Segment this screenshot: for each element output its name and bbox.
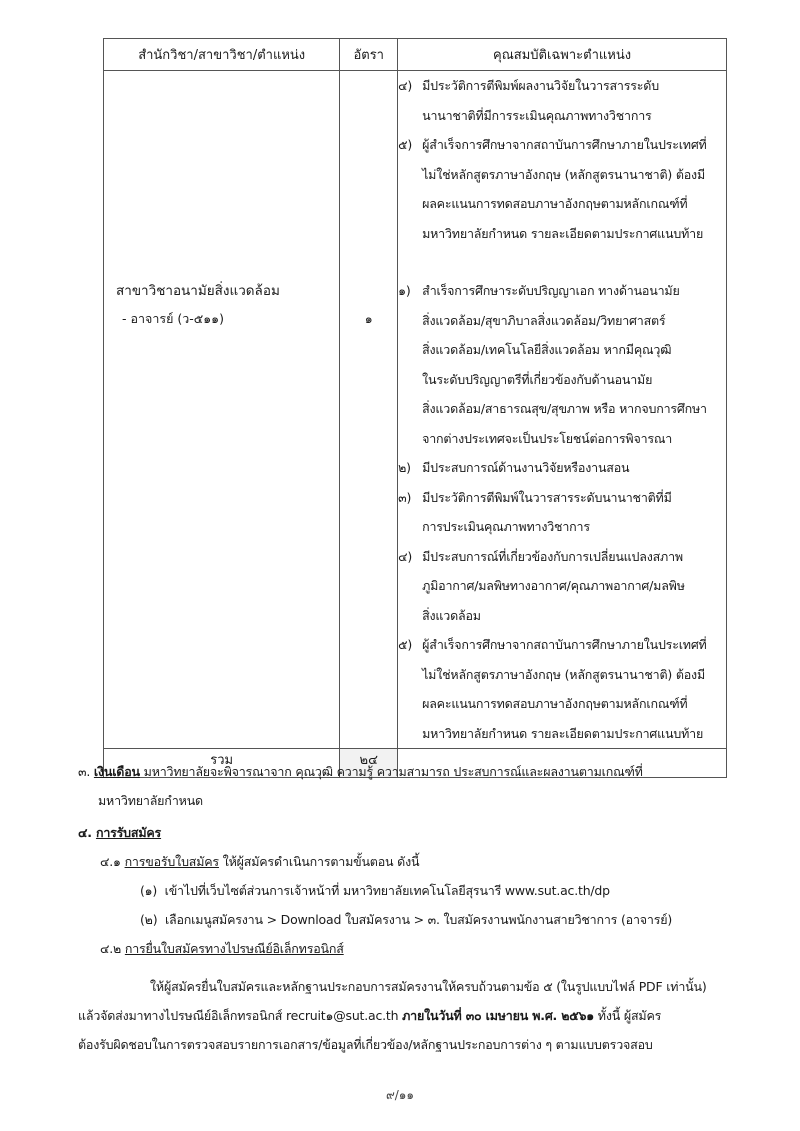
step-item: (๑) เข้าไปที่เว็บไซต์ส่วนการเจ้าหน้าที่ มหาวิทยาลัยเทคโนโลยีสุรนารี www.sut.ac.th/dp [140, 883, 610, 898]
page-number: ๙/๑๑ [385, 1088, 415, 1102]
submission-paragraph: ให้ผู้สมัครยื่นใบสมัครและหลักฐานประกอบการสมัครงานให้ครบถ้วนตามข้อ ๕ (ในรูปแบบไฟล์ PDF เท่านั้น) แล้วจัดส่งมาทางไปรษณีย์อิเล็กทรอนิกส์ recruit๑@sut.ac.th ภายในวันที่ ๓๐ เมษายน พ.ศ. ๒๕๖๑ ทั้งนี้ ผู้สมัคร ต้องรับผิดชอบในการตรวจสอบรายการเอกสาร/ข้อมูลที่เกี่ยวข้อง/หลักฐานประกอบการต่าง ๆ ตามแบบตรวจสอบ [78, 979, 707, 1052]
application-section: ๔. การรับสมัคร ๔.๑ การขอรับใบสมัคร ให้ผู้สมัครดำเนินการตามขั้นตอน ดังนี้ (๑) เข้าไปที่เว็บไซต์ส่วนการเจ้าหน้าที่ มหาวิทยาลัยเทคโนโลยีสุรนารี www.sut.ac.th/dp (๒) เลือกเมนูสมัครงาน > Download ใบสมัครงาน > ๓. ใบสมัครงานพนักงานสายวิชาการ (อาจารย์) ๔.๒ การยื่นใบสมัครทางไปรษณีย์อิเล็กทรอนิกส์ [78, 818, 758, 963]
qualification-table [103, 38, 727, 778]
qualification-item: ๕) ผู้สำเร็จการศึกษาจากสถาบันการศึกษาภายในประเทศที่ ไม่ใช่หลักสูตรภาษาอังกฤษ (หลักสูตรนานาชาติ) ต้องมี ผลคะแนนการทดสอบภาษาอังกฤษตามหลักเกณฑ์ที่ มหาวิทยาลัยกำหนด รายละเอียดตามประกาศแนบท้าย [398, 637, 707, 741]
header-rate: อัตรา [340, 39, 398, 71]
salary-heading: เงินเดือน [93, 764, 140, 779]
step-item: (๒) เลือกเมนูสมัครงาน > Download ใบสมัครงาน > ๓. ใบสมัครงานพนักงานสายวิชาการ (อาจารย์) [140, 912, 673, 927]
salary-section: ๓. เงินเดือน มหาวิทยาลัยจะพิจารณาจาก คุณวุฒิ ความรู้ ความสามารถ ประสบการณ์และผลงานตามเกณฑ์ที่ มหาวิทยาลัยกำหนด [78, 764, 643, 808]
position-cell [104, 71, 340, 749]
position-title: - อาจารย์ (ว-๕๑๑) [122, 311, 224, 326]
rate-cell [340, 71, 398, 749]
qualification-item: ๔) มีประสบการณ์ที่เกี่ยวข้องกับการเปลี่ยนแปลงสภาพ ภูมิอากาศ/มลพิษทางอากาศ/คุณภาพอากาศ/มลพิษ สิ่งแวดล้อม [398, 548, 685, 623]
table-row [104, 71, 727, 749]
total-label: รวม [104, 749, 340, 778]
qualification-item: ๓) มีประวัติการตีพิมพ์ในวารสารระดับนานาชาติที่มี การประเมินคุณภาพทางวิชาการ [398, 489, 672, 534]
subsection-4-2: ๔.๒ การยื่นใบสมัครทางไปรษณีย์อิเล็กทรอนิกส์ [100, 941, 344, 956]
qualification-item: ๒) มีประสบการณ์ด้านงานวิจัยหรืองานสอน [398, 460, 630, 475]
subsection-4-1: ๔.๑ การขอรับใบสมัคร ให้ผู้สมัครดำเนินการตามขั้นตอน ดังนี้ [100, 854, 420, 869]
header-qualifications: คุณสมบัติเฉพาะตำแหน่ง [398, 39, 727, 71]
qualifications-cell [398, 71, 727, 749]
total-value: ๒๔ [340, 749, 398, 778]
rate-value: ๑ [364, 311, 373, 326]
qualification-item: ๔) มีประวัติการตีพิมพ์ผลงานวิจัยในวารสารระดับ นานาชาติที่มีการระเมินคุณภาพทางวิชาการ [398, 78, 659, 123]
table-header-row [104, 39, 727, 71]
department-name: สาขาวิชาอนามัยสิ่งแวดล้อม [116, 283, 280, 299]
qualification-item: ๑) สำเร็จการศึกษาระดับปริญญาเอก ทางด้านอนามัย สิ่งแวดล้อม/สุขาภิบาลสิ่งแวดล้อม/วิทยาศาสตร์ สิ่งแวดล้อม/เทคโนโลยีสิ่งแวดล้อม หากมีคุณวุฒิ ในระดับปริญญาตรีที่เกี่ยวข้องกับด้านอนามัย สิ่งแวดล้อม/สาธารณสุข/สุขภาพ หรือ หากจบการศึกษา จากต่างประเทศจะเป็นประโยชน์ต่อการพิจารณา [398, 283, 707, 446]
qualification-item: ๕) ผู้สำเร็จการศึกษาจากสถาบันการศึกษาภายในประเทศที่ ไม่ใช่หลักสูตรภาษาอังกฤษ (หลักสูตรนานาชาติ) ต้องมี ผลคะแนนการทดสอบภาษาอังกฤษตามหลักเกณฑ์ที่ มหาวิทยาลัยกำหนด รายละเอียดตามประกาศแนบท้าย [398, 137, 707, 241]
header-department: สำนักวิชา/สาขาวิชา/ตำแหน่ง [104, 39, 340, 71]
application-heading: การรับสมัคร [95, 825, 162, 840]
